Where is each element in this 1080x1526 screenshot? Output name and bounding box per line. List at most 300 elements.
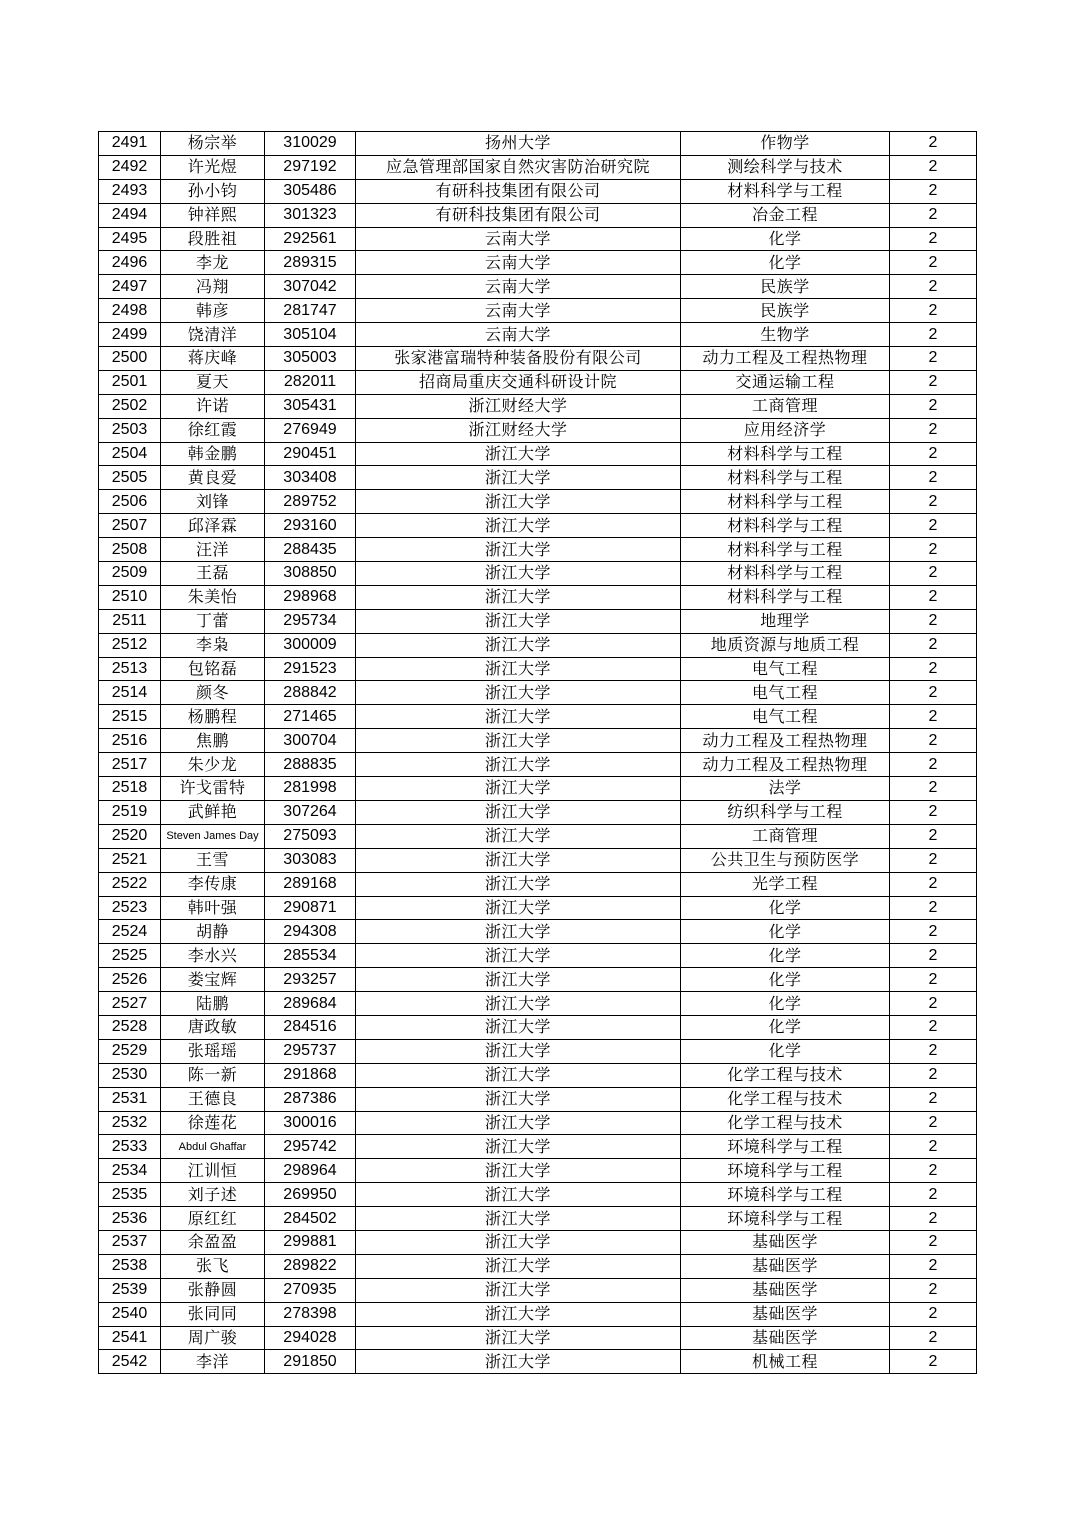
count-cell: 2 bbox=[890, 299, 977, 323]
institution-cell: 浙江大学 bbox=[356, 753, 681, 777]
row-number-cell: 2534 bbox=[99, 1159, 161, 1183]
count-cell: 2 bbox=[890, 753, 977, 777]
row-number-cell: 2511 bbox=[99, 609, 161, 633]
table-row bbox=[99, 920, 977, 944]
subject-cell: 材料科学与工程 bbox=[681, 179, 890, 203]
row-number-cell: 2516 bbox=[99, 729, 161, 753]
table-row bbox=[99, 466, 977, 490]
subject-cell: 化学 bbox=[681, 1015, 890, 1039]
id-cell: 275093 bbox=[265, 824, 356, 848]
id-cell: 300704 bbox=[265, 729, 356, 753]
subject-cell: 动力工程及工程热物理 bbox=[681, 753, 890, 777]
row-number-cell: 2509 bbox=[99, 562, 161, 586]
row-number-cell: 2522 bbox=[99, 872, 161, 896]
subject-cell: 光学工程 bbox=[681, 872, 890, 896]
table-row bbox=[99, 1159, 977, 1183]
table-row bbox=[99, 275, 977, 299]
count-cell: 2 bbox=[890, 251, 977, 275]
subject-cell: 化学 bbox=[681, 944, 890, 968]
institution-cell: 浙江大学 bbox=[356, 1015, 681, 1039]
count-cell: 2 bbox=[890, 179, 977, 203]
subject-cell: 化学工程与技术 bbox=[681, 1063, 890, 1087]
institution-cell: 浙江大学 bbox=[356, 1039, 681, 1063]
name-cell: 李枭 bbox=[161, 633, 265, 657]
institution-cell: 浙江大学 bbox=[356, 896, 681, 920]
count-cell: 2 bbox=[890, 227, 977, 251]
row-number-cell: 2498 bbox=[99, 299, 161, 323]
subject-cell: 材料科学与工程 bbox=[681, 538, 890, 562]
row-number-cell: 2540 bbox=[99, 1302, 161, 1326]
subject-cell: 材料科学与工程 bbox=[681, 442, 890, 466]
table-row bbox=[99, 514, 977, 538]
institution-cell: 浙江大学 bbox=[356, 442, 681, 466]
table-row bbox=[99, 132, 977, 156]
row-number-cell: 2512 bbox=[99, 633, 161, 657]
subject-cell: 基础医学 bbox=[681, 1254, 890, 1278]
institution-cell: 浙江大学 bbox=[356, 1350, 681, 1374]
table-row bbox=[99, 777, 977, 801]
name-cell: 张飞 bbox=[161, 1254, 265, 1278]
table-row bbox=[99, 657, 977, 681]
name-cell: 饶清洋 bbox=[161, 323, 265, 347]
subject-cell: 法学 bbox=[681, 777, 890, 801]
name-cell: 唐政敏 bbox=[161, 1015, 265, 1039]
institution-cell: 浙江大学 bbox=[356, 1183, 681, 1207]
id-cell: 287386 bbox=[265, 1087, 356, 1111]
count-cell: 2 bbox=[890, 824, 977, 848]
name-cell: 陆鹏 bbox=[161, 992, 265, 1016]
count-cell: 2 bbox=[890, 1207, 977, 1231]
subject-cell: 材料科学与工程 bbox=[681, 514, 890, 538]
id-cell: 305486 bbox=[265, 179, 356, 203]
table-row bbox=[99, 1015, 977, 1039]
institution-cell: 浙江大学 bbox=[356, 848, 681, 872]
name-cell: Steven James Day bbox=[161, 824, 265, 848]
table-row bbox=[99, 179, 977, 203]
institution-cell: 浙江大学 bbox=[356, 1159, 681, 1183]
table-row bbox=[99, 1254, 977, 1278]
id-cell: 300016 bbox=[265, 1111, 356, 1135]
name-cell: 包铭磊 bbox=[161, 657, 265, 681]
row-number-cell: 2506 bbox=[99, 490, 161, 514]
count-cell: 2 bbox=[890, 992, 977, 1016]
institution-cell: 浙江大学 bbox=[356, 1326, 681, 1350]
institution-cell: 浙江大学 bbox=[356, 1278, 681, 1302]
subject-cell: 基础医学 bbox=[681, 1230, 890, 1254]
name-cell: 王磊 bbox=[161, 562, 265, 586]
id-cell: 308850 bbox=[265, 562, 356, 586]
id-cell: 300009 bbox=[265, 633, 356, 657]
count-cell: 2 bbox=[890, 370, 977, 394]
row-number-cell: 2517 bbox=[99, 753, 161, 777]
id-cell: 281747 bbox=[265, 299, 356, 323]
id-cell: 284516 bbox=[265, 1015, 356, 1039]
count-cell: 2 bbox=[890, 609, 977, 633]
subject-cell: 环境科学与工程 bbox=[681, 1207, 890, 1231]
institution-cell: 云南大学 bbox=[356, 251, 681, 275]
row-number-cell: 2500 bbox=[99, 347, 161, 371]
subject-cell: 化学 bbox=[681, 992, 890, 1016]
count-cell: 2 bbox=[890, 442, 977, 466]
row-number-cell: 2513 bbox=[99, 657, 161, 681]
name-cell: 刘锋 bbox=[161, 490, 265, 514]
count-cell: 2 bbox=[890, 657, 977, 681]
id-cell: 305431 bbox=[265, 394, 356, 418]
table-row bbox=[99, 347, 977, 371]
subject-cell: 环境科学与工程 bbox=[681, 1135, 890, 1159]
institution-cell: 浙江大学 bbox=[356, 777, 681, 801]
name-cell: 蒋庆峰 bbox=[161, 347, 265, 371]
id-cell: 294308 bbox=[265, 920, 356, 944]
row-number-cell: 2533 bbox=[99, 1135, 161, 1159]
row-number-cell: 2507 bbox=[99, 514, 161, 538]
row-number-cell: 2538 bbox=[99, 1254, 161, 1278]
institution-cell: 浙江大学 bbox=[356, 1111, 681, 1135]
name-cell: Abdul Ghaffar bbox=[161, 1135, 265, 1159]
id-cell: 292561 bbox=[265, 227, 356, 251]
row-number-cell: 2523 bbox=[99, 896, 161, 920]
count-cell: 2 bbox=[890, 132, 977, 156]
id-cell: 288835 bbox=[265, 753, 356, 777]
table-row bbox=[99, 609, 977, 633]
institution-cell: 浙江大学 bbox=[356, 800, 681, 824]
id-cell: 288435 bbox=[265, 538, 356, 562]
table-row bbox=[99, 753, 977, 777]
table-row bbox=[99, 872, 977, 896]
table-row bbox=[99, 968, 977, 992]
row-number-cell: 2520 bbox=[99, 824, 161, 848]
id-cell: 295742 bbox=[265, 1135, 356, 1159]
id-cell: 282011 bbox=[265, 370, 356, 394]
institution-cell: 浙江大学 bbox=[356, 1135, 681, 1159]
id-cell: 289168 bbox=[265, 872, 356, 896]
count-cell: 2 bbox=[890, 538, 977, 562]
row-number-cell: 2510 bbox=[99, 585, 161, 609]
row-number-cell: 2515 bbox=[99, 705, 161, 729]
count-cell: 2 bbox=[890, 920, 977, 944]
count-cell: 2 bbox=[890, 1111, 977, 1135]
institution-cell: 浙江大学 bbox=[356, 538, 681, 562]
row-number-cell: 2504 bbox=[99, 442, 161, 466]
count-cell: 2 bbox=[890, 1278, 977, 1302]
row-number-cell: 2493 bbox=[99, 179, 161, 203]
table-row bbox=[99, 729, 977, 753]
row-number-cell: 2503 bbox=[99, 418, 161, 442]
institution-cell: 浙江大学 bbox=[356, 992, 681, 1016]
name-cell: 余盈盈 bbox=[161, 1230, 265, 1254]
subject-cell: 工商管理 bbox=[681, 394, 890, 418]
table-row bbox=[99, 227, 977, 251]
id-cell: 298964 bbox=[265, 1159, 356, 1183]
institution-cell: 浙江大学 bbox=[356, 705, 681, 729]
name-cell: 张同同 bbox=[161, 1302, 265, 1326]
institution-cell: 浙江大学 bbox=[356, 585, 681, 609]
id-cell: 298968 bbox=[265, 585, 356, 609]
subject-cell: 交通运输工程 bbox=[681, 370, 890, 394]
name-cell: 韩金鹏 bbox=[161, 442, 265, 466]
id-cell: 285534 bbox=[265, 944, 356, 968]
name-cell: 武鲜艳 bbox=[161, 800, 265, 824]
institution-cell: 浙江大学 bbox=[356, 681, 681, 705]
table-row bbox=[99, 1350, 977, 1374]
id-cell: 290871 bbox=[265, 896, 356, 920]
table-row bbox=[99, 824, 977, 848]
row-number-cell: 2536 bbox=[99, 1207, 161, 1231]
count-cell: 2 bbox=[890, 1039, 977, 1063]
subject-cell: 基础医学 bbox=[681, 1278, 890, 1302]
subject-cell: 民族学 bbox=[681, 299, 890, 323]
subject-cell: 化学 bbox=[681, 251, 890, 275]
row-number-cell: 2497 bbox=[99, 275, 161, 299]
id-cell: 303083 bbox=[265, 848, 356, 872]
subject-cell: 生物学 bbox=[681, 323, 890, 347]
row-number-cell: 2537 bbox=[99, 1230, 161, 1254]
name-cell: 黄良爱 bbox=[161, 466, 265, 490]
id-cell: 271465 bbox=[265, 705, 356, 729]
table-row bbox=[99, 1087, 977, 1111]
subject-cell: 地理学 bbox=[681, 609, 890, 633]
subject-cell: 化学 bbox=[681, 920, 890, 944]
table-row bbox=[99, 681, 977, 705]
id-cell: 270935 bbox=[265, 1278, 356, 1302]
subject-cell: 地质资源与地质工程 bbox=[681, 633, 890, 657]
institution-cell: 浙江大学 bbox=[356, 1302, 681, 1326]
institution-cell: 浙江大学 bbox=[356, 1087, 681, 1111]
institution-cell: 浙江大学 bbox=[356, 824, 681, 848]
table-row bbox=[99, 848, 977, 872]
subject-cell: 工商管理 bbox=[681, 824, 890, 848]
table-row bbox=[99, 370, 977, 394]
name-cell: 李龙 bbox=[161, 251, 265, 275]
count-cell: 2 bbox=[890, 633, 977, 657]
count-cell: 2 bbox=[890, 466, 977, 490]
row-number-cell: 2541 bbox=[99, 1326, 161, 1350]
id-cell: 291850 bbox=[265, 1350, 356, 1374]
table-row bbox=[99, 1183, 977, 1207]
name-cell: 王雪 bbox=[161, 848, 265, 872]
id-cell: 269950 bbox=[265, 1183, 356, 1207]
table-row bbox=[99, 633, 977, 657]
subject-cell: 材料科学与工程 bbox=[681, 562, 890, 586]
table-row bbox=[99, 562, 977, 586]
name-cell: 娄宝辉 bbox=[161, 968, 265, 992]
row-number-cell: 2539 bbox=[99, 1278, 161, 1302]
name-cell: 刘子述 bbox=[161, 1183, 265, 1207]
name-cell: 李传康 bbox=[161, 872, 265, 896]
count-cell: 2 bbox=[890, 1350, 977, 1374]
name-cell: 朱少龙 bbox=[161, 753, 265, 777]
institution-cell: 浙江大学 bbox=[356, 968, 681, 992]
subject-cell: 机械工程 bbox=[681, 1350, 890, 1374]
table-body bbox=[99, 132, 977, 1374]
count-cell: 2 bbox=[890, 1159, 977, 1183]
name-cell: 韩叶强 bbox=[161, 896, 265, 920]
count-cell: 2 bbox=[890, 323, 977, 347]
row-number-cell: 2528 bbox=[99, 1015, 161, 1039]
name-cell: 杨宗举 bbox=[161, 132, 265, 156]
name-cell: 胡静 bbox=[161, 920, 265, 944]
name-cell: 邱泽霖 bbox=[161, 514, 265, 538]
subject-cell: 材料科学与工程 bbox=[681, 490, 890, 514]
count-cell: 2 bbox=[890, 275, 977, 299]
institution-cell: 应急管理部国家自然灾害防治研究院 bbox=[356, 155, 681, 179]
row-number-cell: 2508 bbox=[99, 538, 161, 562]
count-cell: 2 bbox=[890, 490, 977, 514]
id-cell: 278398 bbox=[265, 1302, 356, 1326]
count-cell: 2 bbox=[890, 777, 977, 801]
name-cell: 夏天 bbox=[161, 370, 265, 394]
table-row bbox=[99, 394, 977, 418]
subject-cell: 应用经济学 bbox=[681, 418, 890, 442]
subject-cell: 环境科学与工程 bbox=[681, 1159, 890, 1183]
name-cell: 韩彦 bbox=[161, 299, 265, 323]
table-row bbox=[99, 1063, 977, 1087]
id-cell: 290451 bbox=[265, 442, 356, 466]
id-cell: 310029 bbox=[265, 132, 356, 156]
count-cell: 2 bbox=[890, 394, 977, 418]
table-row bbox=[99, 800, 977, 824]
row-number-cell: 2502 bbox=[99, 394, 161, 418]
subject-cell: 公共卫生与预防医学 bbox=[681, 848, 890, 872]
id-cell: 293257 bbox=[265, 968, 356, 992]
subject-cell: 测绘科学与技术 bbox=[681, 155, 890, 179]
row-number-cell: 2521 bbox=[99, 848, 161, 872]
table-row bbox=[99, 585, 977, 609]
row-number-cell: 2542 bbox=[99, 1350, 161, 1374]
count-cell: 2 bbox=[890, 1183, 977, 1207]
id-cell: 295734 bbox=[265, 609, 356, 633]
institution-cell: 浙江大学 bbox=[356, 1254, 681, 1278]
table-row bbox=[99, 944, 977, 968]
id-cell: 295737 bbox=[265, 1039, 356, 1063]
institution-cell: 云南大学 bbox=[356, 323, 681, 347]
table-row bbox=[99, 299, 977, 323]
name-cell: 冯翔 bbox=[161, 275, 265, 299]
row-number-cell: 2492 bbox=[99, 155, 161, 179]
institution-cell: 云南大学 bbox=[356, 227, 681, 251]
table-row bbox=[99, 896, 977, 920]
id-cell: 291523 bbox=[265, 657, 356, 681]
id-cell: 303408 bbox=[265, 466, 356, 490]
subject-cell: 化学 bbox=[681, 968, 890, 992]
id-cell: 281998 bbox=[265, 777, 356, 801]
institution-cell: 浙江大学 bbox=[356, 466, 681, 490]
row-number-cell: 2505 bbox=[99, 466, 161, 490]
table-row bbox=[99, 1039, 977, 1063]
institution-cell: 浙江大学 bbox=[356, 562, 681, 586]
name-cell: 段胜祖 bbox=[161, 227, 265, 251]
id-cell: 294028 bbox=[265, 1326, 356, 1350]
row-number-cell: 2535 bbox=[99, 1183, 161, 1207]
institution-cell: 有研科技集团有限公司 bbox=[356, 203, 681, 227]
count-cell: 2 bbox=[890, 896, 977, 920]
count-cell: 2 bbox=[890, 705, 977, 729]
table-row bbox=[99, 323, 977, 347]
name-cell: 颜冬 bbox=[161, 681, 265, 705]
count-cell: 2 bbox=[890, 848, 977, 872]
row-number-cell: 2531 bbox=[99, 1087, 161, 1111]
name-cell: 李洋 bbox=[161, 1350, 265, 1374]
count-cell: 2 bbox=[890, 514, 977, 538]
name-cell: 许诺 bbox=[161, 394, 265, 418]
subject-cell: 基础医学 bbox=[681, 1326, 890, 1350]
subject-cell: 动力工程及工程热物理 bbox=[681, 347, 890, 371]
institution-cell: 浙江大学 bbox=[356, 609, 681, 633]
row-number-cell: 2524 bbox=[99, 920, 161, 944]
row-number-cell: 2519 bbox=[99, 800, 161, 824]
name-cell: 原红红 bbox=[161, 1207, 265, 1231]
count-cell: 2 bbox=[890, 872, 977, 896]
row-number-cell: 2532 bbox=[99, 1111, 161, 1135]
subject-cell: 环境科学与工程 bbox=[681, 1183, 890, 1207]
id-cell: 305104 bbox=[265, 323, 356, 347]
id-cell: 299881 bbox=[265, 1230, 356, 1254]
institution-cell: 浙江大学 bbox=[356, 920, 681, 944]
name-cell: 汪洋 bbox=[161, 538, 265, 562]
institution-cell: 浙江大学 bbox=[356, 490, 681, 514]
row-number-cell: 2526 bbox=[99, 968, 161, 992]
institution-cell: 浙江大学 bbox=[356, 633, 681, 657]
count-cell: 2 bbox=[890, 968, 977, 992]
institution-cell: 云南大学 bbox=[356, 275, 681, 299]
name-cell: 丁蕾 bbox=[161, 609, 265, 633]
table-row bbox=[99, 1302, 977, 1326]
name-cell: 杨鹏程 bbox=[161, 705, 265, 729]
subject-cell: 化学工程与技术 bbox=[681, 1087, 890, 1111]
id-cell: 288842 bbox=[265, 681, 356, 705]
institution-cell: 浙江财经大学 bbox=[356, 394, 681, 418]
name-cell: 许光煜 bbox=[161, 155, 265, 179]
id-cell: 289752 bbox=[265, 490, 356, 514]
institution-cell: 张家港富瑞特种装备股份有限公司 bbox=[356, 347, 681, 371]
institution-cell: 扬州大学 bbox=[356, 132, 681, 156]
count-cell: 2 bbox=[890, 418, 977, 442]
count-cell: 2 bbox=[890, 681, 977, 705]
name-cell: 许戈雷特 bbox=[161, 777, 265, 801]
row-number-cell: 2496 bbox=[99, 251, 161, 275]
institution-cell: 浙江大学 bbox=[356, 1230, 681, 1254]
table-row bbox=[99, 1230, 977, 1254]
table-row bbox=[99, 418, 977, 442]
subject-cell: 化学 bbox=[681, 227, 890, 251]
table-row bbox=[99, 992, 977, 1016]
id-cell: 307042 bbox=[265, 275, 356, 299]
row-number-cell: 2499 bbox=[99, 323, 161, 347]
name-cell: 张瑶瑶 bbox=[161, 1039, 265, 1063]
table-row bbox=[99, 155, 977, 179]
count-cell: 2 bbox=[890, 1135, 977, 1159]
subject-cell: 电气工程 bbox=[681, 705, 890, 729]
table-row bbox=[99, 203, 977, 227]
subject-cell: 纺织科学与工程 bbox=[681, 800, 890, 824]
institution-cell: 浙江大学 bbox=[356, 944, 681, 968]
institution-cell: 浙江大学 bbox=[356, 657, 681, 681]
subject-cell: 动力工程及工程热物理 bbox=[681, 729, 890, 753]
name-cell: 钟祥熙 bbox=[161, 203, 265, 227]
id-cell: 293160 bbox=[265, 514, 356, 538]
table-row bbox=[99, 1326, 977, 1350]
id-cell: 307264 bbox=[265, 800, 356, 824]
table-row bbox=[99, 1135, 977, 1159]
row-number-cell: 2525 bbox=[99, 944, 161, 968]
name-cell: 徐红霞 bbox=[161, 418, 265, 442]
subject-cell: 冶金工程 bbox=[681, 203, 890, 227]
name-cell: 李水兴 bbox=[161, 944, 265, 968]
subject-cell: 化学工程与技术 bbox=[681, 1111, 890, 1135]
count-cell: 2 bbox=[890, 1302, 977, 1326]
name-cell: 周广骏 bbox=[161, 1326, 265, 1350]
row-number-cell: 2501 bbox=[99, 370, 161, 394]
